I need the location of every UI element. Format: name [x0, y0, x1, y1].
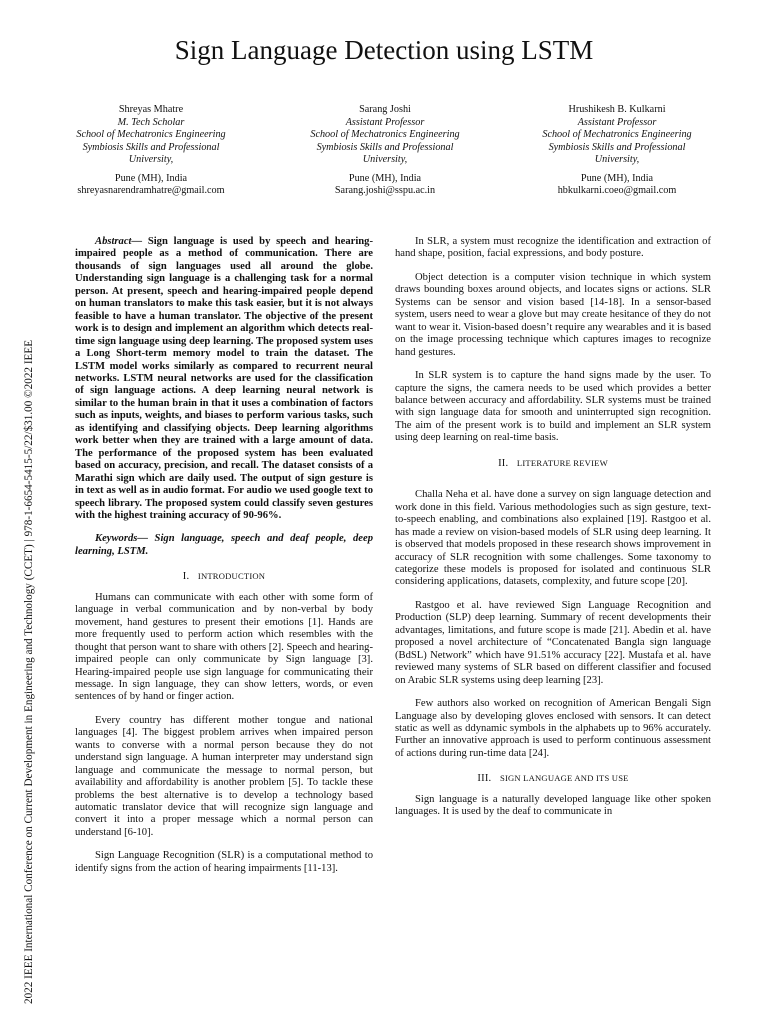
abstract [75, 236, 373, 522]
author-location: Pune (MH), India [114, 172, 188, 184]
author-affiliation: Symbiosis Skills and Professional [82, 141, 220, 153]
author-affiliation: Symbiosis Skills and Professional [548, 141, 686, 153]
keywords [75, 533, 373, 558]
intro-paragraph: Every country has different mother tongue and national languages [4]. The biggest problem arrives when impaired person wants to converse with a normal person because they do not understand sign language. A human interpreter may understand sign language and communicate the message to normal person, but availability and affordability is another problem [5]. To tackle these problems the best alternative is to develop a technology based automatic translator device that will recognize sign language and convert it into a proper message which a normal person can understand [6-10]. [75, 714, 373, 838]
section-heading-literature-review: II. LITERATURE REVIEW [498, 457, 608, 469]
author-name: Hrushikesh B. Kulkarni [568, 104, 666, 115]
section-heading-introduction: I. INTRODUCTION [182, 571, 266, 583]
keywords-text: Sign language, speech and deaf people, deep learning, LSTM. [75, 533, 373, 557]
right-column [395, 236, 711, 819]
sign-language-paragraph: Sign language is a naturally developed language like other spoken languages. It is used by the deaf to communicate in [395, 793, 711, 818]
author-affiliation: School of Mechatronics Engineering [542, 129, 692, 140]
intro-paragraph: Humans can communicate with each other with some form of language in verbal communication and by non-verbal by body movement, hand gestures to present their emotions [1]. Hands are more frequently used to perform action which resembles with the thought that person want to share with others [2]. Speech and hearing-impaired people can only communicate by Sign language [3]. Hearing-impaired people use sign language for communicating their message. In sign language, they can show letters, words, or even sentences of by hand or finger action. [75, 591, 373, 703]
literature-paragraph: Rastgoo et al. have reviewed Sign Language Recognition and Production (SLP) deep learning. Summary of recent developments their advantages, limitations, and future scope is made [21]. Abedin et al. have proposed a novel architecture of “Concatenated Bangla sign language (BdSL) Network” which have 91.51% accuracy [22]. Mustafa et al. have reviewed many systems of SLR based on different classifier and focused on Arabic SLR systems using deep learning [23]. [395, 599, 711, 686]
body-paragraph: Object detection is a computer vision technique in which system draws bounding boxes around objects, and locates signs or actions. SLR Systems can be sensor and vision based [14-18]. In a sensor-based system, users need to wear a glove but may create hesitance of they do not want to wear it. Vision-based doesn’t require any wearables and it is based on the image processing technique which captures images to recognize hand gestures. [395, 271, 711, 358]
author-affiliation: University, [594, 154, 640, 165]
author-email: hbkulkarni.coeo@gmail.com [557, 185, 677, 196]
author-name: Shreyas Mhatre [118, 104, 184, 115]
author-affiliation: School of Mechatronics Engineering [310, 129, 460, 140]
section-title: SIGN LANGUAGE AND ITS USE [499, 773, 629, 784]
paper-title: Sign Language Detection using LSTM [174, 35, 594, 65]
author-location: Pune (MH), India [348, 172, 422, 184]
keywords-label: Keywords— [95, 533, 148, 545]
literature-paragraph: Challa Neha et al. have done a survey on sign language detection and work done in this field. Various methodologies such as sign gesture, text-to-speech enabling, and combinations also explained [19]. Rastgoo et al. has made a review on vision-based models of SLR using deep learning. It is observed that models proposed in these research shows improvement in accuracy of SLR recognition with some challenges. Some taxonomy to categorize these models is proposed for isolated and continuous SLR considering applications, datasets, complexity, and future scope [20]. [395, 489, 711, 588]
author-affiliation: Symbiosis Skills and Professional [316, 141, 454, 153]
author-affiliation: University, [362, 154, 408, 165]
author-email: Sarang.joshi@sspu.ac.in [334, 185, 436, 196]
author-location: Pune (MH), India [580, 172, 654, 184]
side-copyright-note: 2022 IEEE International Conference on Current Development in Engineering and Technology (CCET) | 978-1-6654-5415-5/22/$31.00 ©2022 IEEE [23, 339, 35, 1004]
literature-paragraph: Few authors also worked on recognition of American Bengali Sign Language also by developing gloves enclosed with sensors. It can detect static as well as ddynamic symbols in the alphabets up to 96% accurately. Further an innovative approach is used to perform continuous assessment of actions during run-time data [24]. [395, 698, 711, 759]
abstract-text: Sign language is used by speech and hearing-impaired people as a method of communication. There are thousands of sign languages used all around the globe. Understanding sign language is a challenging task for a normal person. At present, speech and hearing-impaired people depend on human translators to make this task easier, but it is not always feasible to have a human translator. The objective of the present work is to design and implement an algorithm which detects real-time sign language using deep learning. The proposed system uses a Long Short-term memory model to train the dataset. The LSTM model works similarly as compared to recurrent neural networks. LSTM neural networks are used for the classification of sign language actions. A deep learning neural network is similar to the human brain in that it uses a combination of factors such as inputs, weights, and biases to perform various tasks, such as identifying and classifying objects. Deep learning algorithms work better when they are trained with a large amount of data. The performance of the proposed system has been evaluated based on accuracy, precision, and recall. The dataset consists of a Marathi sign which are daily used. The output of sign gesture is in text as well as in audio format. For audio we used google text to speech library. The proposed system could classify seven gestures with the highest training accuracy of 90-96%. [75, 236, 373, 521]
body-paragraph: In SLR system is to capture the hand signs made by the user. To capture the signs, the camera needs to be used which provides a better balance between accuracy and affordability. SLR systems must be trained with sign language data for smooth and uninterrupted sign recognition. The aim of the present work is to build and implement an SLR system using deep learning on real-time basis. [395, 370, 711, 444]
author-role: M. Tech Scholar [117, 116, 185, 128]
left-column [75, 236, 373, 875]
author-block-2 [270, 104, 500, 198]
author-affiliation: School of Mechatronics Engineering [76, 129, 226, 140]
author-role: Assistant Professor [345, 116, 425, 128]
abstract-label: Abstract— [95, 236, 143, 247]
author-block-1 [36, 104, 266, 198]
section-title: LITERATURE REVIEW [516, 457, 608, 468]
author-affiliation: University, [128, 154, 174, 165]
author-name: Sarang Joshi [359, 104, 411, 115]
author-role: Assistant Professor [577, 116, 657, 128]
section-title: INTRODUCTION [197, 571, 266, 582]
author-email: shreyasnarendramhatre@gmail.com [77, 185, 225, 196]
section-heading-sign-language: III. SIGN LANGUAGE AND ITS USE [477, 773, 629, 785]
author-block-3 [502, 104, 732, 198]
intro-paragraph: Sign Language Recognition (SLR) is a computational method to identify signs from the action of hearing impairments [11-13]. [75, 850, 373, 874]
body-paragraph: In SLR, a system must recognize the identification and extraction of hand shape, position, facial expressions, and body posture. [395, 236, 711, 260]
